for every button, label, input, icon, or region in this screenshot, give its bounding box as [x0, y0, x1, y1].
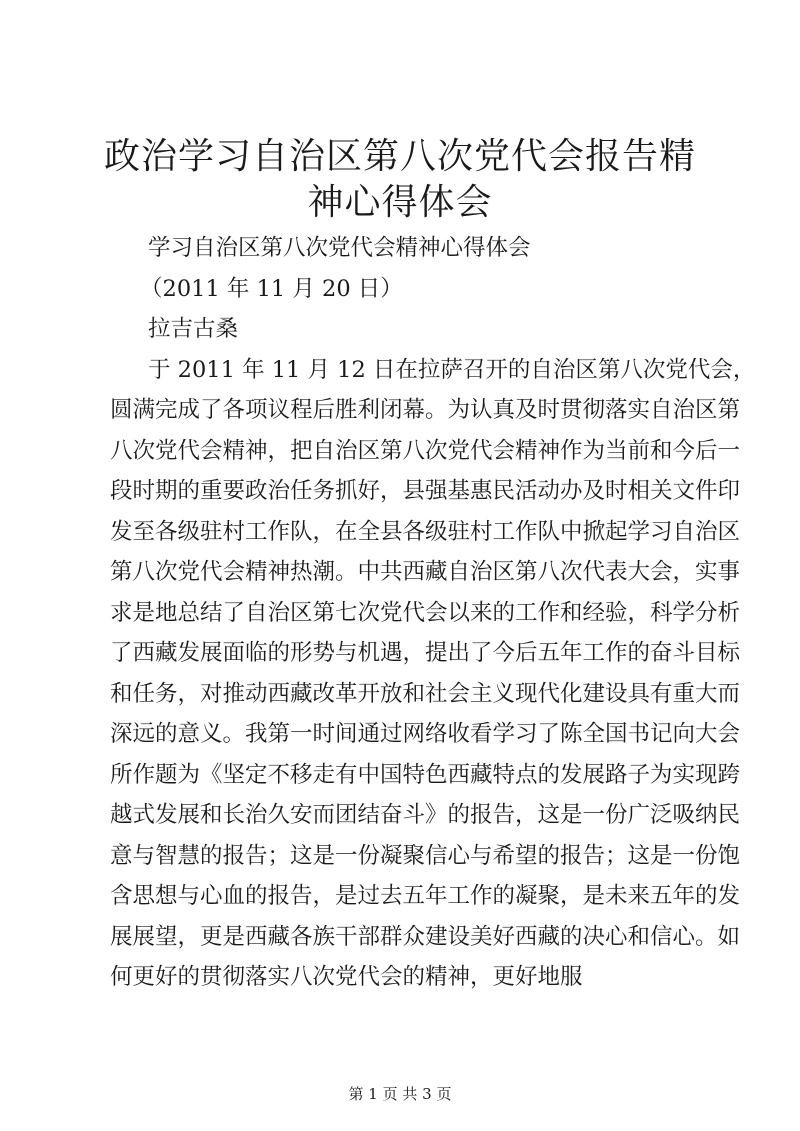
document-title: 政治学习自治区第八次党代会报告精神心得体会 [103, 136, 696, 223]
paragraph-line: 求是地总结了自治区第七次党代会以来的工作和经验，科学分析 [110, 599, 741, 626]
paragraph-line: 第八次党代会精神热潮。中共西藏自治区第八次代表大会，实事 [110, 559, 741, 585]
document-body [110, 228, 756, 998]
paragraph-line: 越式发展和长治久安而团结奋斗》的报告，这是一份广泛吸纳民 [110, 802, 741, 828]
paragraph-line: 深远的意义。我第一时间通过网络收看学习了陈全国书记向大会 [110, 721, 741, 747]
paragraph-line: 于 2011 年 11 月 12 日在拉萨召开的自治区第八次党代会， [148, 356, 756, 383]
paragraph-line: 圆满完成了各项议程后胜利闭幕。为认真及时贯彻落实自治区第 [110, 397, 741, 423]
date-line: （2011 年 11 月 20 日） [140, 275, 403, 302]
paragraph-line: 发至各级驻村工作队，在全县各级驻村工作队中掀起学习自治区 [110, 518, 741, 545]
paragraph-line: 段时期的重要政治任务抓好，县强基惠民活动办及时相关文件印 [110, 478, 741, 504]
paragraph-line: 意与智慧的报告；这是一份凝聚信心与希望的报告；这是一份饱 [110, 842, 741, 869]
author-line: 拉吉古桑 [148, 316, 239, 342]
subtitle: 学习自治区第八次党代会精神心得体会 [148, 235, 531, 261]
paragraph-line: 八次党代会精神，把自治区第八次党代会精神作为当前和今后一 [110, 437, 741, 464]
paragraph-line: 和任务，对推动西藏改革开放和社会主义现代化建设具有重大而 [110, 680, 741, 707]
page-footer: 第 1 页 共 3 页 [348, 1085, 452, 1103]
paragraph-line: 所作题为《坚定不移走有中国特色西藏特点的发展路子为实现跨 [110, 761, 741, 788]
paragraph-line: 了西藏发展面临的形势与机遇，提出了今后五年工作的奋斗目标 [110, 640, 741, 666]
paragraph-line: 何更好的贯彻落实八次党代会的精神，更好地服 [110, 964, 583, 990]
main-paragraph [110, 350, 756, 998]
paragraph-line: 含思想与心血的报告，是过去五年工作的凝聚，是未来五年的发 [110, 883, 741, 909]
paragraph-line: 展展望，更是西藏各族干部群众建设美好西藏的决心和信心。如 [110, 923, 741, 950]
